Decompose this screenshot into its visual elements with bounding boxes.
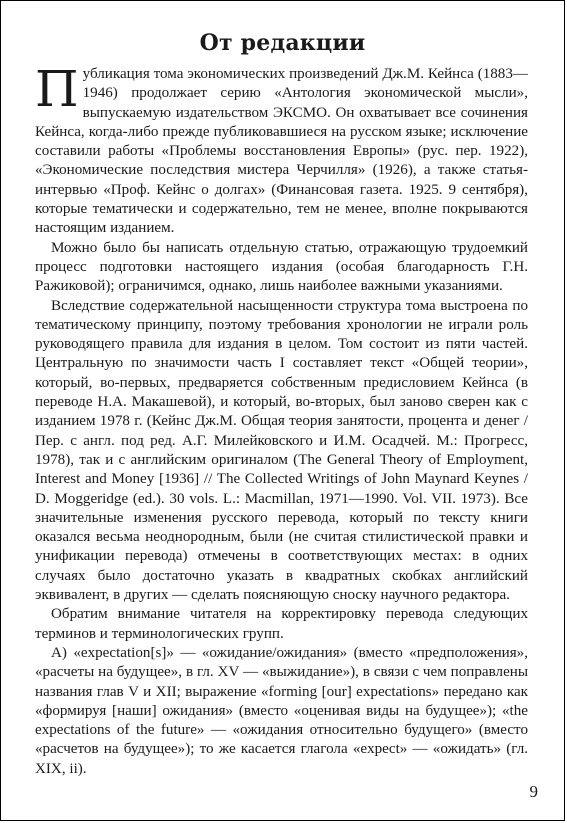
page-number: 9: [529, 782, 538, 801]
paragraph-1: [35, 60, 528, 239]
paragraph-1-text: убликация тома экономических произведений Дж.М. Кейнса (1883—1946) продолжает серию «Антология экономической мысли», выпускаемую издательством ЭКСМО. Он охватывает все сочинения Кейнса, когда-либо прежде публиковавшиеся на русском языке; исключение составили работы «Проблемы восстановления Европы» (рус. пер. 1922), «Экономические последствия мистера Черчилля» (1926), а также статья-интервью «Проф. Кейнс о долгах» (Финансовая газета. 1925. 9 сентября), которые тематически и содержательно, тем не менее, вполне покрываются настоящим изданием.: [35, 66, 528, 237]
paragraph-5: А) «expectation[s]» — «ожидание/ожидания» (вместо «предположения», «расчеты на будущее», в гл. XV — «выжидание»), в связи с чем поправлены названия глав V и XII; выражение «forming [our] expectations» передано как «формируя [наши] ожидания» (вместо «оценивая виды на будущее»); «the expectations of the future» — «ожидания относительно будущего» (вместо «расчетов на будущее»); то же касается глагола «expect» — «ожидать» (гл. XIX, ii).: [35, 644, 528, 777]
body-text: [35, 60, 528, 779]
page-title: От редакции: [199, 29, 366, 56]
drop-cap: П: [35, 60, 79, 118]
paragraph-3: Вследствие содержательной насыщенности структура тома выстроена по тематическому принципу, поэтому требования хронологии не играли роль руководящего правила для издания в целом. Том состоит из пяти частей. Центральную по значимости часть I составляет текст «Общей теории», который, во-первых, предваряется собственным предисловием Кейнса (в переводе Н.А. Макашевой), и который, во-вторых, был заново сверен как с изданием 1978 г. (Кейнс Дж.М. Общая теория занятости, процента и денег / Пер. с англ. под ред. А.Г. Милейковского и И.М. Осадчей. М.: Прогресс, 1978), так и с английским оригиналом (The General Theory of Employment, Interest and Money [1936] // The Collected Writings of John Maynard Keynes / D. Moggeridge (ed.). 30 vols. L.: Macmillan, 1971—1990. Vol. VII. 1973). Все значительные изменения русского перевода, который по тексту книги оказался весьма неоднородным, были (не считая стилистической правки и унификации перевода) отмечены в соответствующих местах: в одних случаях было достаточно указать в квадратных скобках английский эквивалент, в других — сделать поясняющую сноску научного редактора.: [35, 297, 528, 604]
paragraph-2: Можно было бы написать отдельную статью, отражающую трудоемкий процесс подготовки настоящего издания (особая благодарность Г.Н. Ражиковой); ограничимся, однако, лишь наиболее важными указаниями.: [35, 239, 528, 295]
paragraph-4: Обратим внимание читателя на корректировку перевода следующих терминов и терминологических групп.: [35, 606, 528, 642]
